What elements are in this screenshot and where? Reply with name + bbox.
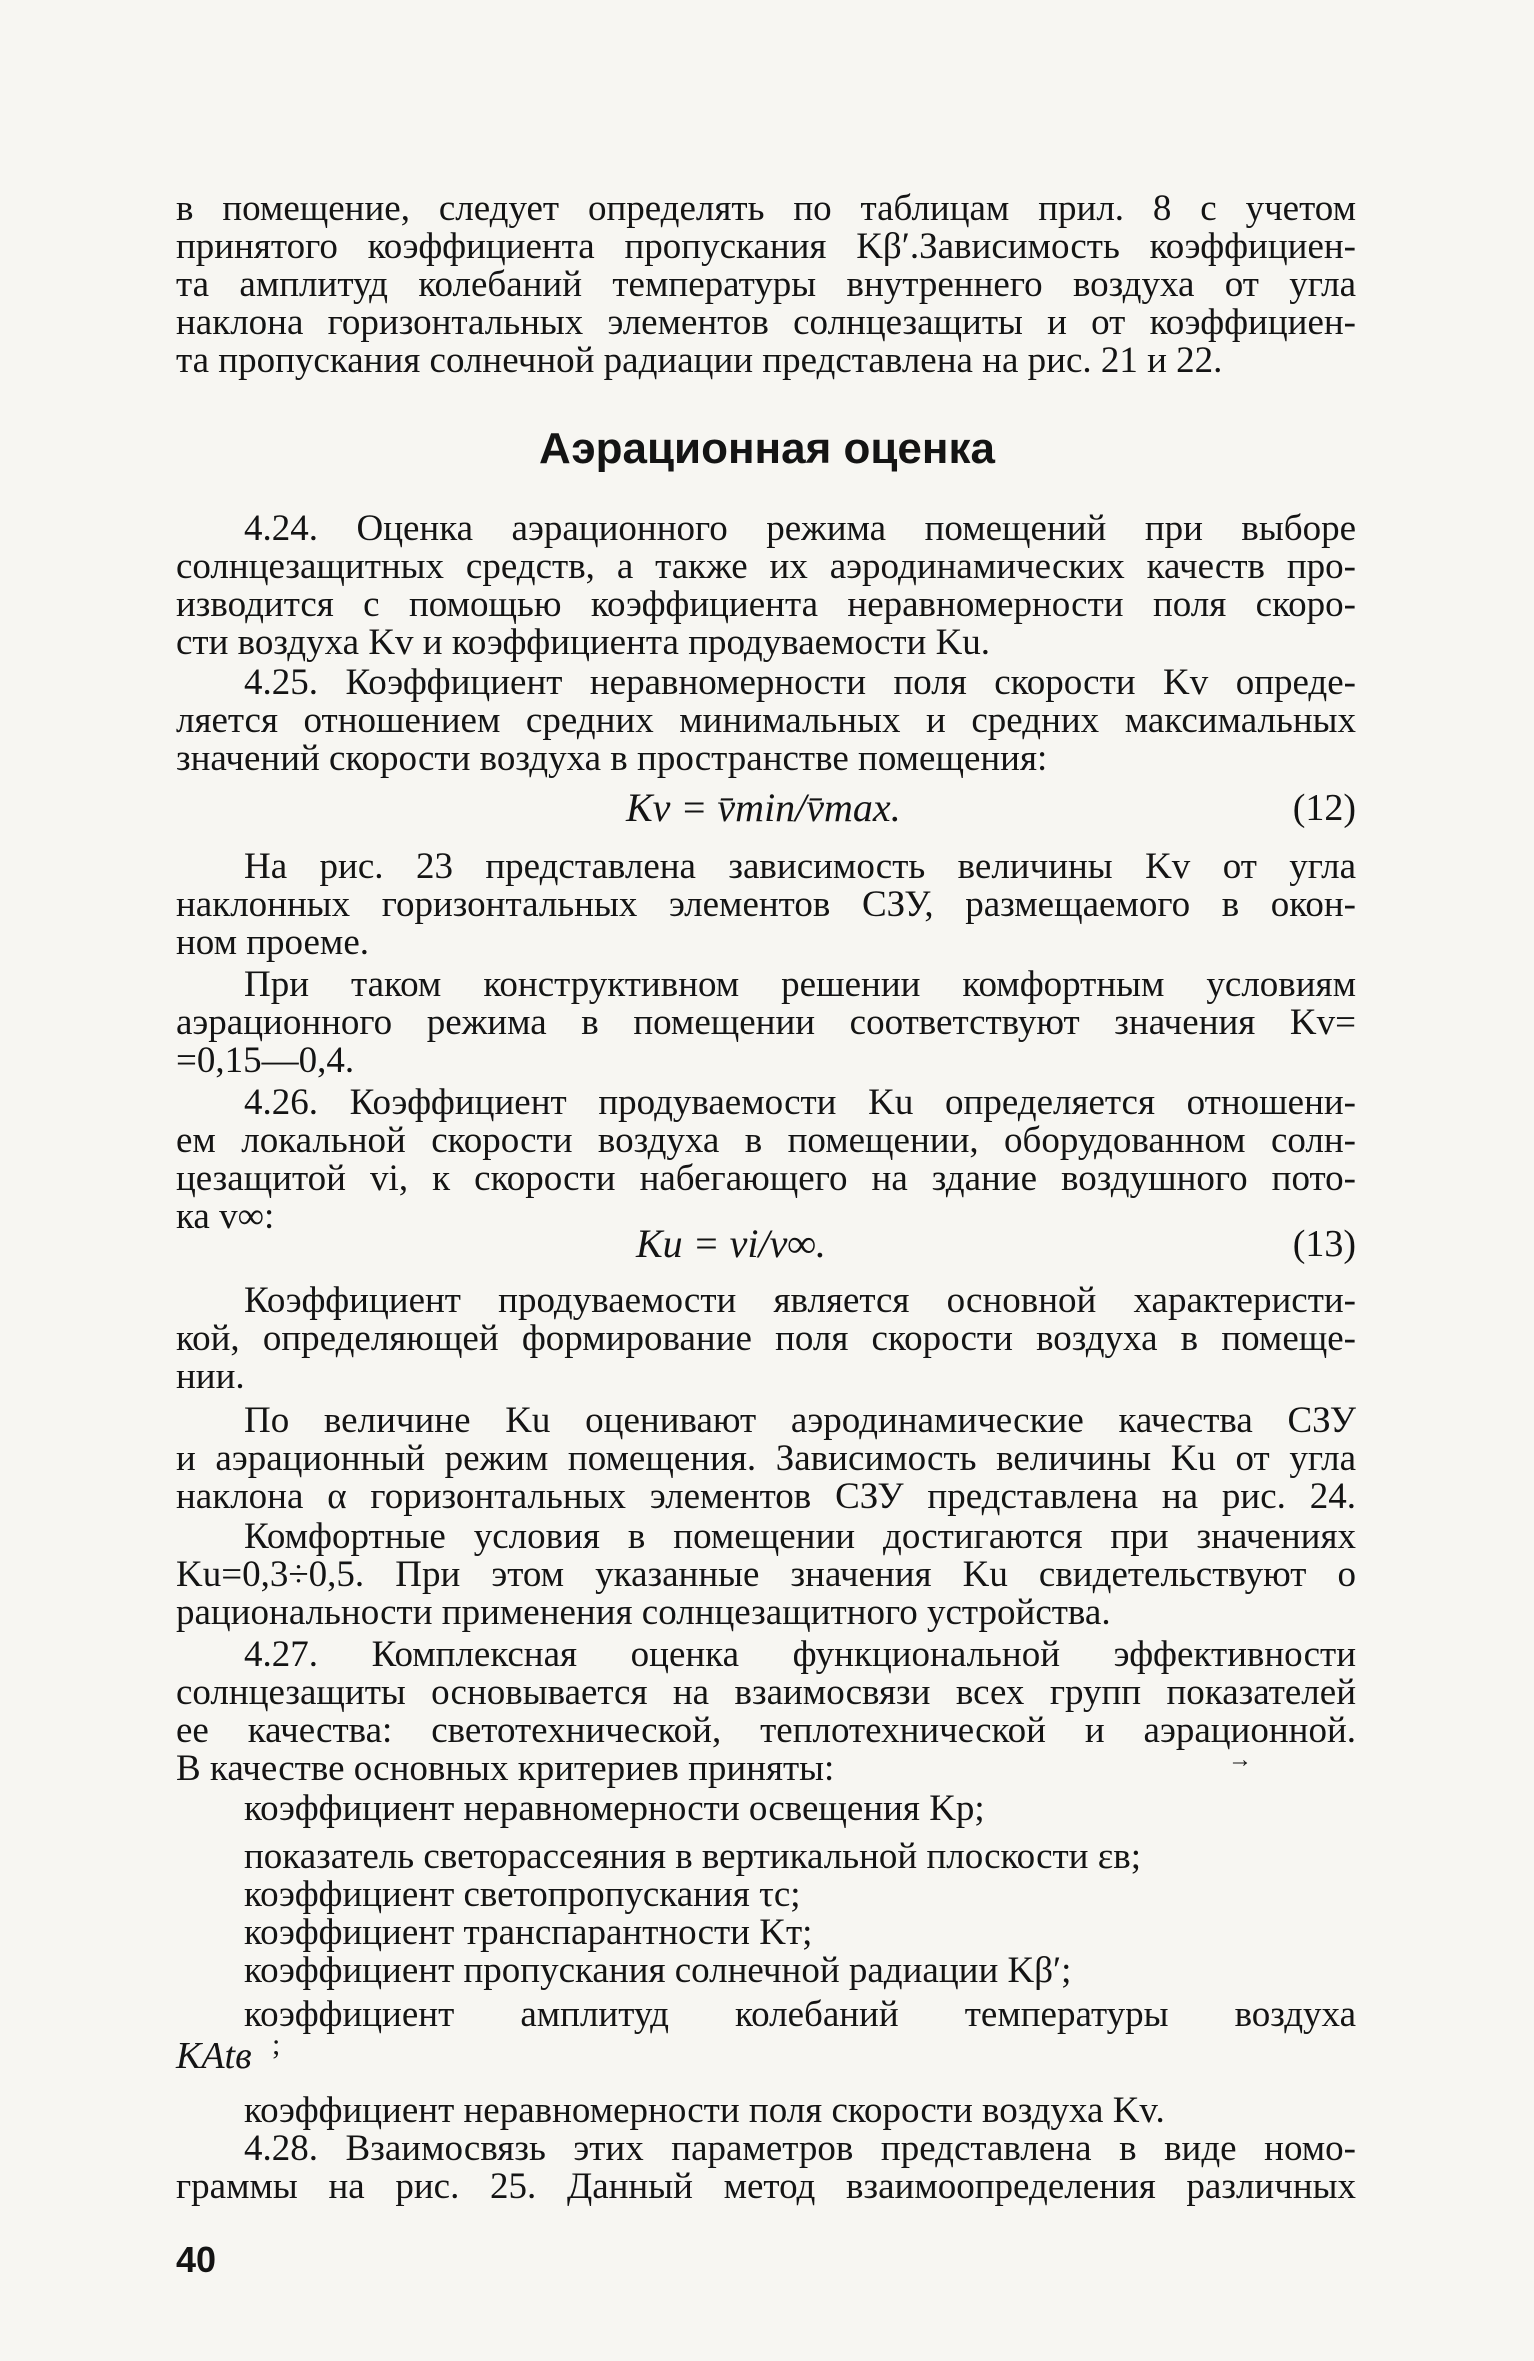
text-line: 4.26. Коэффициент продуваемости Ku определяется отношени- (244, 1082, 1356, 1123)
text-line: значений скорости воздуха в пространстве помещения: (176, 738, 1048, 779)
equation-number-12: (12) (1292, 787, 1356, 829)
criteria-item: коэффициент неравномерности освещения Kp; (244, 1788, 985, 1829)
text-line: аэрационного режима в помещении соответствуют значения Kv= (176, 1002, 1356, 1043)
text-line: 4.27. Комплексная оценка функциональной эффективности (244, 1634, 1356, 1675)
text-line: в помещение, следует определять по таблицам прил. 8 с учетом (176, 188, 1356, 229)
criteria-item: коэффициент пропускания солнечной радиации Kβ′; (244, 1950, 1072, 1991)
equation-number-13: (13) (1292, 1223, 1356, 1265)
text-line: 4.25. Коэффициент неравномерности поля скорости Kv опреде- (244, 662, 1356, 703)
criteria-item: коэффициент транспарантности Kт; (244, 1912, 813, 1953)
text-line: ляется отношением средних минимальных и средних максимальных (176, 700, 1356, 741)
criteria-item: коэффициент амплитуд колебаний температуры воздуха (244, 1994, 1356, 2035)
text-line: Коэффициент продуваемости является основной характеристи- (244, 1280, 1356, 1321)
text-line: наклона горизонтальных элементов солнцезащиты и от коэффициен- (176, 302, 1356, 343)
text-line: ном проеме. (176, 922, 370, 963)
text-line: принятого коэффициента пропускания Kβ′.Зависимость коэффициен- (176, 226, 1356, 267)
text-line: По величине Ku оценивают аэродинамические качества СЗУ (244, 1400, 1356, 1441)
kat-symbol: KAtв (176, 2035, 252, 2077)
formula-12: Kv = v̄min/v̄max. (626, 785, 901, 830)
text-line: ее качества: светотехнической, теплотехнической и аэрационной. (176, 1710, 1356, 1751)
section-heading: Аэрационная оценка (539, 424, 995, 473)
text-line: 4.24. Оценка аэрационного режима помещений при выборе (244, 508, 1356, 549)
formula-13: Kи = vi/v∞. (636, 1221, 826, 1266)
text-line: та пропускания солнечной радиации представлена на рис. 21 и 22. (176, 340, 1223, 381)
vector-arrow: → (1228, 1747, 1252, 1773)
text-line: В качестве основных критериев приняты: (176, 1748, 835, 1789)
text-line: та амплитуд колебаний температуры внутреннего воздуха от угла (176, 264, 1356, 305)
text-line: =0,15—0,4. (176, 1040, 355, 1081)
text-line: солнцезащиты основывается на взаимосвязи всех групп показателей (176, 1672, 1356, 1713)
page-number: 40 (176, 2239, 217, 2280)
criteria-item: показатель светорассеяния в вертикальной плоскости εв; (244, 1836, 1141, 1877)
text-line: Комфортные условия в помещении достигаются при значениях (244, 1516, 1356, 1557)
text-line: наклонных горизонтальных элементов СЗУ, размещаемого в окон- (176, 884, 1356, 925)
text-line: кой, определяющей формирование поля скорости воздуха в помеще- (176, 1318, 1356, 1359)
text-line: граммы на рис. 25. Данный метод взаимоопределения различных (176, 2166, 1356, 2207)
text-line: На рис. 23 представлена зависимость величины Kv от угла (244, 846, 1356, 887)
text-line: 4.28. Взаимосвязь этих параметров представлена в виде номо- (244, 2128, 1356, 2169)
text-line: ка v∞: (176, 1196, 275, 1237)
text-line: нии. (176, 1356, 245, 1397)
text-line: сти воздуха Kv и коэффициента продуваемости Ku. (176, 622, 991, 663)
text-line: и аэрационный режим помещения. Зависимость величины Ku от угла (176, 1438, 1356, 1479)
text-line: При таком конструктивном решении комфортным условиям (244, 964, 1356, 1005)
kat-semicolon: ; (272, 2028, 281, 2061)
text-line: ем локальной скорости воздуха в помещении, оборудованном солн- (176, 1120, 1356, 1161)
text-line: изводится с помощью коэффициента неравномерности поля скоро- (176, 584, 1356, 625)
text-line: наклона α горизонтальных элементов СЗУ представлена на рис. 24. (176, 1476, 1356, 1517)
text-line: солнцезащитных средств, а также их аэродинамических качеств про- (176, 546, 1356, 587)
criteria-item: коэффициент неравномерности поля скорости воздуха Kv. (244, 2090, 1165, 2131)
criteria-item: коэффициент светопропускания τc; (244, 1874, 801, 1915)
text-line: цезащитой vi, к скорости набегающего на здание воздушного пото- (176, 1158, 1356, 1199)
text-line: Ku=0,3÷0,5. При этом указанные значения Ku свидетельствуют о (176, 1554, 1356, 1595)
text-line: рациональности применения солнцезащитного устройства. (176, 1592, 1111, 1633)
